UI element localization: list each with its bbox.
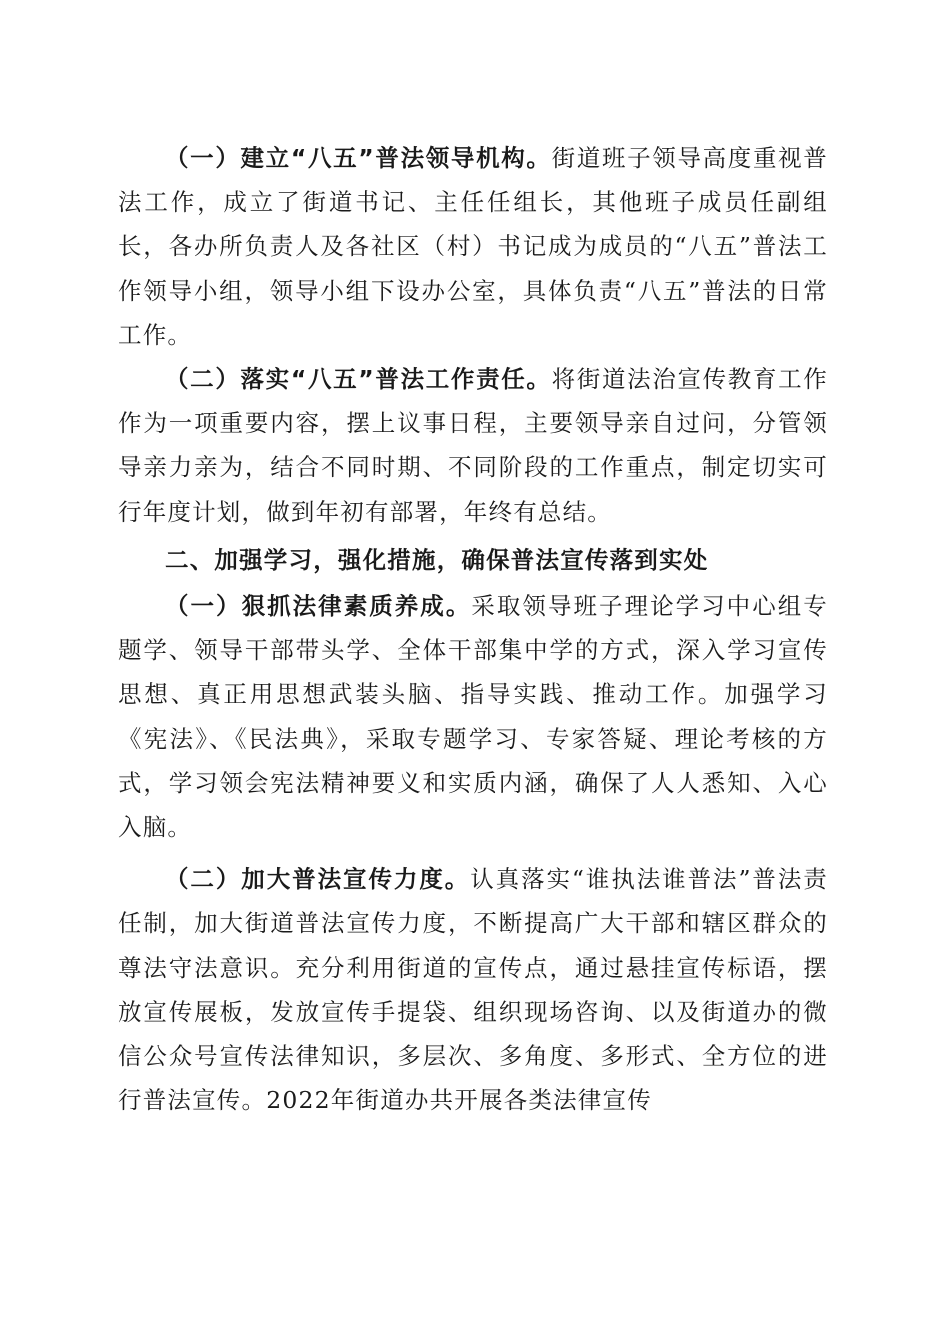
- paragraph-text: 将街道法治宣传教育工作作为一项重要内容，摆上议事日程，主要领导亲自过问，分管领导亲力亲为，结合不同时期、不同阶段的工作重点，制定切实可行年度计划，做到年初有部署，年终有总结。: [118, 365, 829, 526]
- paragraph-publicity-efforts: [118, 857, 828, 1122]
- paragraph-establish-leadership: [118, 136, 828, 357]
- section-heading: 二、加强学习，强化措施，确保普法宣传落到实处: [165, 545, 709, 574]
- document-body: [118, 136, 828, 1122]
- paragraph-implement-responsibility: [118, 357, 828, 534]
- paragraph-lead: （一）建立“八五”普法领导机构。: [165, 144, 552, 172]
- paragraph-legal-literacy: [118, 584, 828, 849]
- paragraph-lead: （二）落实“八五”普法工作责任。: [165, 365, 552, 394]
- paragraph-text: 街道班子领导高度重视普法工作，成立了街道书记、主任任组长，其他班子成员任副组长，各办所负责人及各社区（村）书记成为成员的“八五”普法工作领导小组，领导小组下设办公室，具体负责“八五”普法的日常工作。: [118, 144, 829, 349]
- paragraph-text: 认真落实“谁执法谁普法”普法责任制，加大街道普法宣传力度，不断提高广大干部和辖区群众的尊法守法意识。充分利用街道的宣传点，通过悬挂宣传标语，摆放宣传展板，发放宣传手提袋、组织现场咨询、以及街道办的微信公众号宣传法律知识，多层次、多角度、多形式、全方位的进行普法宣传。2022年街道办共开展各类法律宣传: [118, 865, 828, 1115]
- paragraph-lead: （一）狠抓法律素质养成。: [165, 592, 472, 621]
- paragraph-text: 采取领导班子理论学习中心组专题学、领导干部带头学、全体干部集中学的方式，深入学习宣传思想、真正用思想武装头脑、指导实践、推动工作。加强学习《宪法》、《民法典》，采取专题学习、专家答疑、理论考核的方式，学习领会宪法精神要义和实质内涵，确保了人人悉知、入心入脑。: [118, 592, 828, 842]
- paragraph-lead: （二）加大普法宣传力度。: [165, 865, 471, 894]
